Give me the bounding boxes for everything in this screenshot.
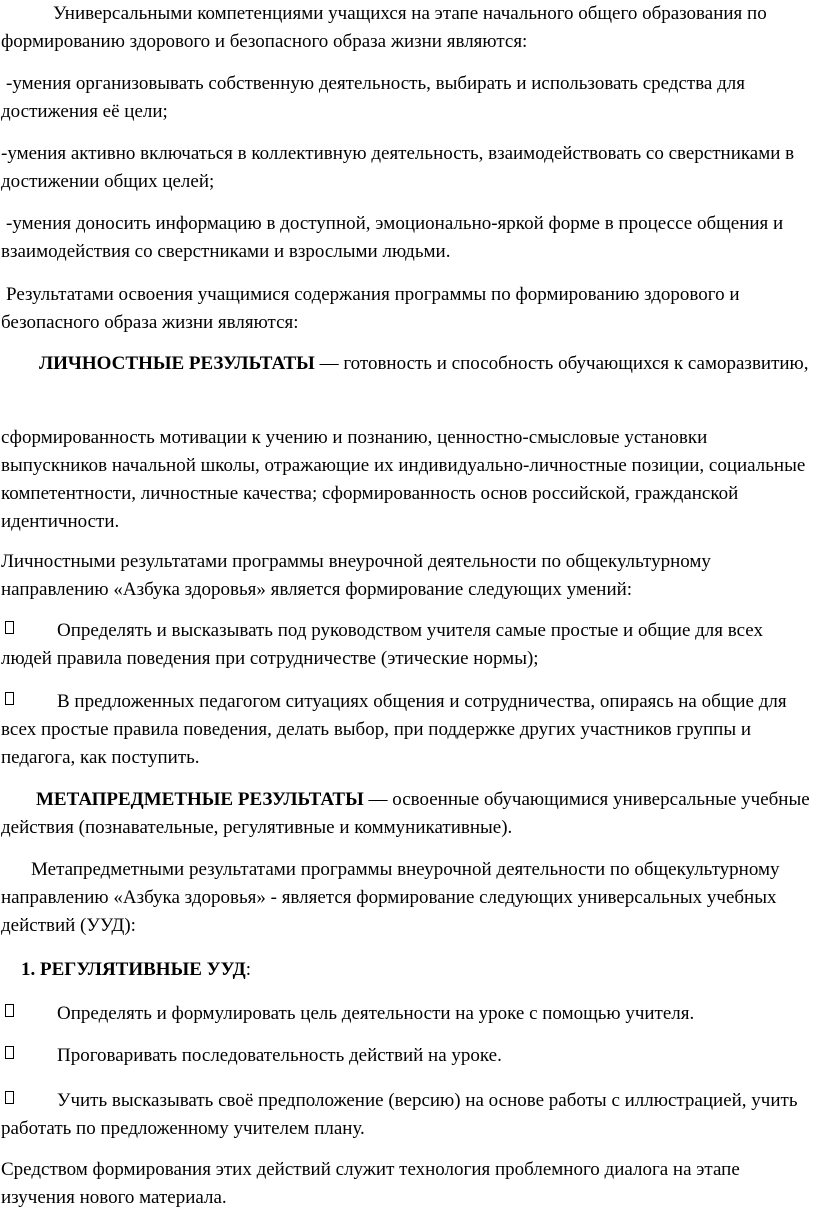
list-item — [1, 688, 813, 772]
personal-results-heading: ЛИЧНОСТНЫЕ РЕЗУЛЬТАТЫ — [39, 353, 315, 374]
paragraph-meta-intro: Метапредметными результатами программы внеурочной деятельности по общекультурному направлению «Азбука здоровья» - является формирование следующих универсальных учебных действий (УУД): — [1, 859, 780, 936]
regulative-heading — [1, 956, 813, 984]
paragraph-technology: Средством формирования этих действий служит технология проблемного диалога на этапе изучения нового материала. — [1, 1159, 740, 1208]
list-item — [1, 1042, 813, 1070]
list-item-text: В предложенных педагогом ситуациях общения и сотрудничества, опираясь на общие для всех простые правила поведения, делать выбор, при поддержке других участников группы и педагога, как поступить. — [1, 691, 787, 768]
list-item-text: Проговаривать последовательность действий на уроке. — [57, 1045, 502, 1066]
bullet-box-icon — [1, 1087, 57, 1115]
list-item-text: Определять и высказывать под руководством учителя самые простые и общие для всех людей правила поведения при сотрудничестве (этические нормы); — [1, 620, 763, 669]
list-item — [1, 1000, 813, 1028]
regulative-heading-colon: : — [245, 959, 251, 980]
paragraph-personal-results — [1, 350, 813, 378]
bullet-box-icon — [1, 617, 57, 645]
paragraph-skill-3: -умения доносить информацию в доступной, эмоционально-яркой форме в процессе общения и взаимодействия со сверстниками и взрослыми людьми. — [1, 213, 784, 262]
paragraph-meta-results — [1, 786, 813, 842]
list-item-text: Определять и формулировать цель деятельности на уроке с помощью учителя. — [57, 1003, 695, 1024]
personal-results-text: — готовность и способность обучающихся к саморазвитию, — [314, 353, 809, 374]
bullet-box-icon — [1, 688, 57, 716]
paragraph-skill-1: -умения организовывать собственную деятельность, выбирать и использовать средства для достижения её цели; — [1, 73, 746, 122]
meta-results-text: — освоенные обучающимися универсальные учебные действия (познавательные, регулятивные и коммуникативные). — [1, 789, 810, 838]
list-item — [1, 1087, 813, 1143]
paragraph-results-intro: Результатами освоения учащимися содержания программы по формированию здорового и безопасного образа жизни являются: — [1, 284, 740, 333]
list-item-text: Учить высказывать своё предположение (версию) на основе работы с иллюстрацией, учить работать по предложенному учителем плану. — [1, 1090, 798, 1139]
paragraph-personal-skills-intro: Личностными результатами программы внеурочной деятельности по общекультурному направлению «Азбука здоровья» является формирование следующих умений: — [1, 551, 711, 600]
regulative-heading-text: 1. РЕГУЛЯТИВНЫЕ УУД — [21, 959, 246, 980]
meta-results-heading: МЕТАПРЕДМЕТНЫЕ РЕЗУЛЬТАТЫ — [36, 789, 364, 810]
bullet-box-icon — [1, 1000, 57, 1028]
paragraph-skill-2: -умения активно включаться в коллективную деятельность, взаимодействовать со сверстниками в достижении общих целей; — [1, 143, 795, 192]
list-item — [1, 617, 813, 673]
bullet-box-icon — [1, 1042, 57, 1070]
paragraph-intro: Универсальными компетенциями учащихся на этапе начального общего образования по формированию здорового и безопасного образа жизни являются: — [1, 3, 767, 52]
paragraph-motivation: сформированность мотивации к учению и познанию, ценностно-смысловые установки выпускников начальной школы, отражающие их индивидуально-личностные позиции, социальные компетентности, личностные качества; сформированность основ российской, гражданской идентичности. — [1, 427, 806, 532]
